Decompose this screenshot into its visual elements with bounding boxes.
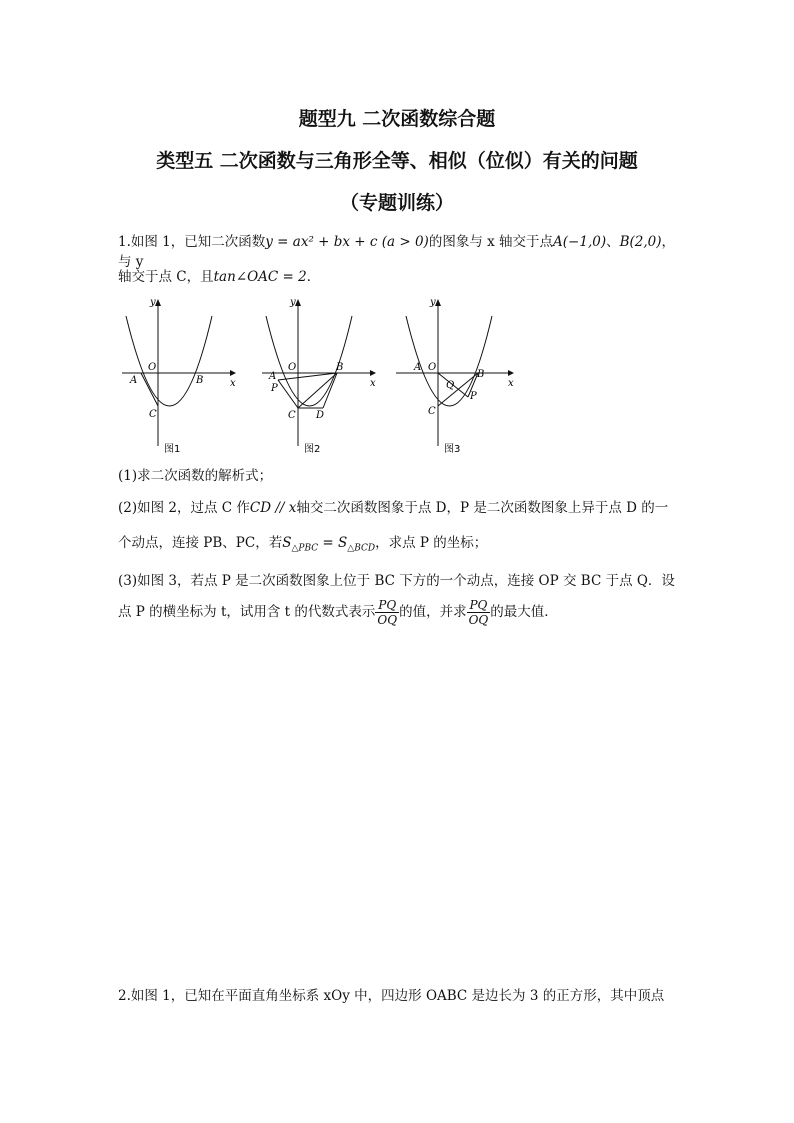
parabola bbox=[126, 316, 212, 406]
label-b: B bbox=[336, 362, 344, 373]
q1-part3-line1: (3)如图 3，若点 P 是二次函数图象上位于 BC 下方的一个动点，连接 OP 交 BC 于点 Q．设 bbox=[118, 573, 675, 589]
frac-den: OQ bbox=[377, 613, 398, 627]
q1-text: 1.如图 1，已知二次函数 bbox=[118, 234, 266, 250]
q1-point-a: A(−1,0) bbox=[553, 234, 607, 250]
q1-line2 bbox=[118, 267, 678, 287]
y-axis-arrow bbox=[155, 299, 161, 306]
label-b: B bbox=[196, 375, 204, 386]
figure-1 bbox=[118, 296, 238, 456]
label-b: B bbox=[477, 369, 485, 380]
label-o: O bbox=[148, 362, 157, 373]
q1-text: ． bbox=[306, 269, 321, 285]
label-c: C bbox=[288, 410, 296, 421]
label-o: O bbox=[428, 362, 437, 373]
q2-line1: 2.如图 1，已知在平面直角坐标系 xOy 中，四边形 OABC 是边长为 3 的正方形，其中顶点 bbox=[118, 988, 665, 1004]
subtitle: （专题训练） bbox=[339, 192, 454, 214]
equals: = bbox=[318, 535, 339, 551]
label-a: A bbox=[130, 375, 138, 386]
figure-3-caption: 图3 bbox=[444, 444, 461, 455]
q1-text: (2)如图 2，过点 C 作 bbox=[118, 500, 250, 516]
q1-text: 的最大值． bbox=[490, 604, 558, 620]
x-axis-arrow bbox=[508, 370, 514, 376]
label-q: Q bbox=[446, 380, 455, 391]
parabola bbox=[266, 316, 352, 406]
q1-part2-line1 bbox=[118, 498, 678, 518]
frac-num: PQ bbox=[467, 598, 491, 613]
label-x: x bbox=[508, 378, 514, 389]
frac-den: OQ bbox=[468, 613, 489, 627]
q1-text: 的值，并求 bbox=[399, 604, 467, 620]
area-bcd: S bbox=[338, 535, 348, 551]
q1-text: 的图象与 x 轴交于点 bbox=[428, 234, 554, 250]
label-c: C bbox=[149, 409, 157, 420]
label-o: O bbox=[288, 362, 297, 373]
q1-text: 个动点，连接 PB、PC，若 bbox=[118, 535, 283, 551]
label-x: x bbox=[370, 378, 376, 389]
q1-part2-line2 bbox=[118, 533, 678, 559]
label-y: y bbox=[430, 297, 436, 308]
frac-num: PQ bbox=[375, 598, 399, 613]
area-pbc-sub: △PBC bbox=[291, 543, 319, 554]
q1-text: 轴交于点 C，且 bbox=[118, 269, 214, 285]
q1-sep: 、 bbox=[606, 234, 620, 250]
label-a: A bbox=[414, 362, 422, 373]
q1-line1 bbox=[118, 232, 678, 272]
segment-pb bbox=[278, 373, 337, 380]
label-x: x bbox=[230, 378, 236, 389]
q1-point-b: B(2,0) bbox=[619, 234, 662, 250]
q1-function: y = ax² + bx + c (a > 0) bbox=[265, 234, 429, 250]
y-axis-arrow bbox=[435, 299, 441, 306]
y-axis-arrow bbox=[295, 299, 301, 306]
fraction-pq-oq bbox=[375, 598, 399, 627]
q1-part3-line2 bbox=[118, 598, 678, 627]
x-axis-arrow bbox=[370, 370, 376, 376]
figure-1-caption: 图1 bbox=[164, 444, 181, 455]
label-d: D bbox=[316, 410, 325, 421]
parabola bbox=[406, 316, 492, 406]
area-bcd-sub: △BCD bbox=[347, 543, 376, 554]
label-a: A bbox=[269, 371, 277, 382]
label-y: y bbox=[150, 297, 156, 308]
label-c: C bbox=[428, 406, 436, 417]
label-p: P bbox=[271, 383, 278, 394]
area-pbc: S bbox=[282, 535, 292, 551]
figure-2 bbox=[258, 296, 378, 456]
segment-ac bbox=[141, 373, 158, 406]
type-title: 类型五 二次函数与三角形全等、相似（位似）有关的问题 bbox=[156, 150, 638, 172]
q1-cd-parallel: CD // x bbox=[249, 500, 297, 516]
figure-3 bbox=[394, 296, 518, 456]
q1-tan: tan∠OAC = 2 bbox=[213, 269, 307, 285]
q1-text: ，与 y bbox=[118, 234, 676, 270]
section-title: 题型九 二次函数综合题 bbox=[298, 108, 496, 130]
x-axis-arrow bbox=[230, 370, 236, 376]
segment-db bbox=[323, 373, 337, 408]
q1-text: ，求点 P 的坐标； bbox=[375, 535, 488, 551]
fraction-pq-oq-2 bbox=[467, 598, 491, 627]
figure-2-caption: 图2 bbox=[304, 444, 321, 455]
q1-text: 轴交二次函数图象于点 D，P 是二次函数图象上异于点 D 的一 bbox=[296, 500, 669, 516]
q1-part1: (1)求二次函数的解析式； bbox=[118, 468, 273, 484]
q1-text: 点 P 的横坐标为 t，试用含 t 的代数式表示 bbox=[118, 604, 376, 620]
label-p: P bbox=[470, 391, 477, 402]
label-y: y bbox=[290, 297, 296, 308]
